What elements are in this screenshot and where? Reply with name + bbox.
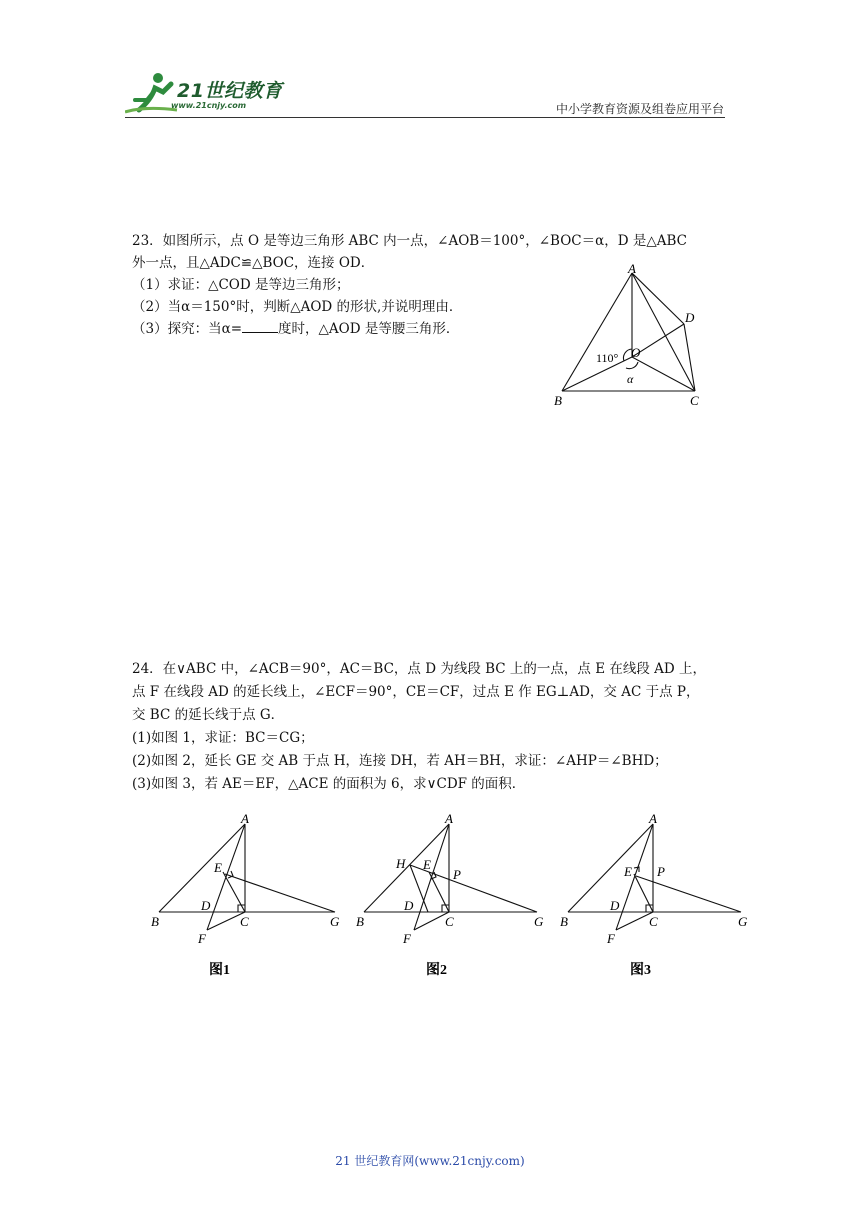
label-a: A	[241, 812, 249, 826]
label-c: C	[649, 914, 658, 929]
q23-line1: 23．如图所示，点 O 是等边三角形 ABC 内一点，∠AOB＝100°，∠BOC＝α，D 是△ABC	[132, 233, 687, 249]
label-e: E	[624, 864, 632, 879]
label-d: D	[685, 310, 695, 325]
logo-text: 21世纪教育	[177, 80, 283, 102]
label-d: D	[404, 898, 414, 913]
q24-line1: 24．在∨ABC 中，∠ACB＝90°，AC＝BC，点 D 为线段 BC 上的一点，点 E 在线段 AD 上，	[132, 661, 706, 677]
label-b: B	[356, 914, 364, 929]
label-a: A	[628, 261, 636, 276]
label-g: G	[738, 914, 748, 929]
q24-line3: 交 BC 的延长线于点 G．	[132, 707, 285, 723]
q23-part1: （1）求证：△COD 是等边三角形；	[132, 277, 350, 293]
q23-part3	[132, 318, 459, 340]
answer-blank	[242, 318, 278, 333]
q24-figure-2	[352, 812, 552, 982]
q24-figure-1	[145, 812, 350, 982]
header-platform-text: 中小学教育资源及组卷应用平台	[555, 102, 724, 116]
alpha-label: α	[627, 372, 634, 386]
label-g: G	[330, 914, 340, 929]
label-e: E	[423, 857, 431, 872]
label-c: C	[445, 914, 454, 929]
figure-caption: 图2	[426, 963, 447, 978]
label-p: P	[453, 867, 461, 882]
angle-110-label: 110°	[596, 351, 619, 365]
logo-url: www.21cnjy.com	[171, 101, 247, 110]
label-f: F	[198, 931, 206, 946]
figure-caption: 图3	[630, 963, 651, 978]
q24-part3: (3)如图 3，若 AE＝EF，△ACE 的面积为 6，求∨CDF 的面积．	[132, 776, 526, 792]
label-b: B	[151, 914, 159, 929]
figure-caption: 图1	[209, 963, 230, 978]
q23-part2: （2）当α＝150°时，判断△AOD 的形状,并说明理由．	[132, 299, 463, 315]
label-f: F	[607, 931, 615, 946]
q24-figure-3	[556, 812, 756, 982]
label-e: E	[214, 860, 222, 875]
q23-figure	[550, 258, 710, 410]
header-divider	[125, 117, 725, 118]
label-a: A	[649, 812, 657, 826]
label-c: C	[240, 914, 249, 929]
site-logo	[125, 70, 295, 116]
label-g: G	[534, 914, 544, 929]
label-b: B	[554, 393, 562, 408]
label-o: O	[631, 345, 641, 360]
q23-part3-post: 度时，△AOD 是等腰三角形．	[278, 321, 460, 337]
q23-part3-pre: （3）探究：当α=	[132, 321, 243, 337]
label-d: D	[201, 898, 211, 913]
q24-part2: (2)如图 2，延长 GE 交 AB 于点 H，连接 DH，若 AH＝BH，求证：∠AHP＝∠BHD；	[132, 753, 668, 769]
q24-part1: (1)如图 1，求证：BC＝CG；	[132, 730, 314, 746]
footer-site-link[interactable]: 21 世纪教育网(www.21cnjy.com)	[335, 1154, 525, 1168]
label-c: C	[690, 393, 699, 408]
label-h: H	[396, 856, 406, 871]
label-b: B	[560, 914, 568, 929]
label-f: F	[403, 931, 411, 946]
label-p: P	[657, 864, 665, 879]
label-d: D	[610, 898, 620, 913]
label-a: A	[445, 812, 453, 826]
q23-line2: 外一点，且△ADC≌△BOC，连接 OD．	[132, 255, 375, 271]
q24-line2: 点 F 在线段 AD 的延长线上，∠ECF＝90°，CE＝CF，过点 E 作 EG⊥AD，交 AC 于点 P，	[132, 684, 700, 700]
